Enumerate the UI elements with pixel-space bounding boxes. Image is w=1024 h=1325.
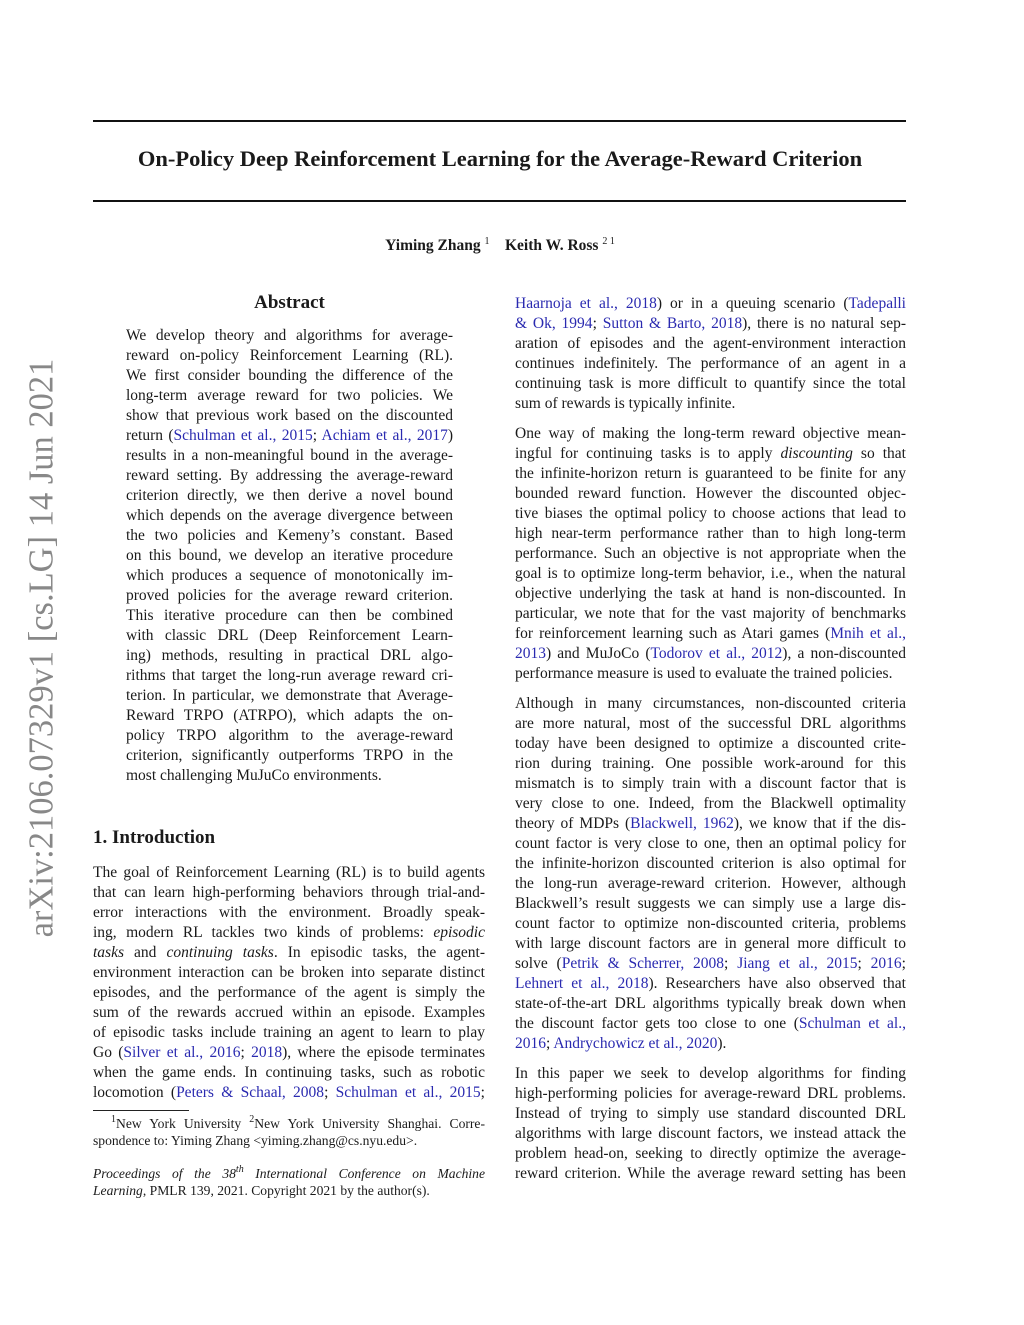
text-run: environment interaction can be broken into separate distinct — [93, 964, 485, 981]
text-run: with large discount factors are in general more difficult to — [515, 935, 906, 952]
citation-link[interactable]: 2013 — [515, 645, 546, 662]
text-line — [515, 854, 906, 874]
text-run: performance. Such an objective is not appropriate when the — [515, 545, 906, 562]
text-run: rion during training. One possible work-around for this — [515, 755, 906, 772]
text-run: ). — [717, 1035, 727, 1052]
text-line — [515, 1144, 906, 1164]
text-run: ingful for continuing tasks is to apply — [515, 445, 781, 462]
text-line — [126, 366, 453, 386]
text-run: with classic DRL (Deep Reinforcement Learn- — [126, 627, 453, 644]
text-line — [515, 564, 906, 584]
text-line — [515, 484, 906, 504]
text-run: problem head-on, seeking to directly optimize the average- — [515, 1145, 906, 1162]
text-line — [126, 666, 453, 686]
text-line — [515, 1124, 906, 1144]
citation-link[interactable]: Jiang et al., 2015 — [737, 955, 858, 972]
text-line — [515, 1164, 906, 1184]
italic-text: International Conference on Machine — [243, 1166, 486, 1181]
text-run: ; — [480, 1084, 485, 1101]
italic-text: discounting — [780, 445, 853, 462]
citation-link[interactable]: 2016 — [515, 1035, 546, 1052]
text-run: ; — [592, 315, 603, 332]
paragraph — [515, 294, 906, 414]
text-run: so that — [852, 445, 906, 462]
text-line — [126, 566, 453, 586]
paragraph — [93, 1165, 485, 1199]
text-run: Instead of trying to simply use standard discounted DRL — [515, 1105, 906, 1122]
text-run: ; — [724, 955, 738, 972]
text-run: are more natural, most of the successful DRL algorithms — [515, 715, 906, 732]
title-bottom-rule — [93, 200, 906, 202]
text-line — [93, 883, 485, 903]
text-line — [515, 734, 906, 754]
text-run: The goal of Reinforcement Learning (RL) is to build agents — [93, 864, 485, 881]
text-run: tive biases the optimal policy to choose actions that lead to — [515, 505, 906, 522]
citation-link[interactable]: Haarnoja et al., 2018 — [515, 295, 657, 312]
text-line — [126, 346, 453, 366]
superscript: 2 — [249, 1114, 255, 1125]
text-run: performance measure is used to evaluate the trained policies. — [515, 665, 893, 682]
text-run: long-term average reward for two policies. We — [126, 387, 453, 404]
text-run: ). Researchers have also observed that — [648, 975, 906, 992]
text-run: reward setting. By addressing the average-reward — [126, 467, 453, 484]
text-line — [126, 406, 453, 426]
text-line — [93, 863, 485, 883]
text-run: New York University — [116, 1116, 250, 1131]
text-run: One way of making the long-term reward objective mean- — [515, 425, 906, 442]
text-run: ; — [901, 955, 906, 972]
author-name: Yiming Zhang — [385, 237, 481, 255]
text-run: ) — [447, 427, 453, 444]
text-run: count factor to optimize non-discounted criteria, problems — [515, 915, 906, 932]
text-run: . In episodic tasks, the agent- — [273, 944, 485, 961]
text-run: locomotion ( — [93, 1084, 177, 1101]
text-run: continuing task is more difficult to quantify since the total — [515, 375, 906, 392]
text-run: high-performing policies for average-reward DRL problems. — [515, 1085, 906, 1102]
text-line — [126, 706, 453, 726]
text-run: reward on-policy Reinforcement Learning (RL). — [126, 347, 453, 364]
text-run: the long-run average-reward criterion. However, although — [515, 875, 906, 892]
text-run: theory of MDPs ( — [515, 815, 631, 832]
text-line — [515, 354, 906, 374]
text-run: ; — [857, 955, 871, 972]
text-run: most challenging MuJuCo environments. — [126, 767, 382, 784]
text-run: objective underlying the task at hand is non-discounted. In — [515, 585, 906, 602]
text-line — [515, 624, 906, 644]
text-line — [515, 894, 906, 914]
text-run: We first consider bounding the difference of the — [126, 367, 453, 384]
citation-link[interactable]: Schulman et al., 2015 — [173, 427, 313, 444]
text-line — [515, 444, 906, 464]
superscript: 1 — [111, 1114, 116, 1125]
italic-text: Proceedings of the 38 — [93, 1166, 236, 1181]
text-run: criterion directly, we then derive a novel bound — [126, 487, 453, 504]
text-line — [515, 374, 906, 394]
text-line — [126, 426, 453, 446]
citation-link[interactable]: Peters & Schaal, 2008 — [176, 1084, 325, 1101]
text-line — [515, 314, 906, 334]
text-line — [515, 584, 906, 604]
citation-link[interactable]: Schulman et al., — [798, 1015, 906, 1032]
paper-title: On-Policy Deep Reinforcement Learning for the Average-Reward Criterion — [137, 146, 863, 171]
text-line — [93, 983, 485, 1003]
text-run: ; — [312, 427, 322, 444]
text-run: and — [124, 944, 167, 961]
text-run: on this bound, we develop an iterative procedure — [126, 547, 453, 564]
italic-text: Learning — [93, 1183, 143, 1198]
text-line — [126, 586, 453, 606]
text-line — [515, 954, 906, 974]
text-line — [93, 923, 485, 943]
text-run: goal is to optimize long-term behavior, i.e., when the natural — [515, 565, 906, 582]
text-run: ; — [240, 1044, 252, 1061]
text-line — [515, 524, 906, 544]
text-line — [93, 1083, 485, 1103]
author-name: Keith W. Ross — [505, 237, 599, 255]
superscript: th — [235, 1164, 244, 1175]
text-line — [93, 1132, 485, 1149]
citation-link[interactable]: Tadepalli — [848, 295, 906, 312]
text-run: ), we know that if the dis- — [733, 815, 906, 832]
text-run: which depends on the average divergence between — [126, 507, 453, 524]
text-line — [515, 424, 906, 444]
right-column-body — [515, 294, 906, 1194]
text-line — [93, 963, 485, 983]
text-line — [515, 1084, 906, 1104]
citation-link[interactable]: Sutton & Barto, 2018 — [602, 315, 743, 332]
text-run: ), there is no natural sep- — [742, 315, 907, 332]
author-list — [0, 236, 1000, 255]
text-line — [515, 1104, 906, 1124]
text-line — [93, 1023, 485, 1043]
text-line — [126, 606, 453, 626]
text-line — [93, 1003, 485, 1023]
author-affiliation: 2 1 — [602, 236, 615, 247]
text-line — [126, 646, 453, 666]
text-run: return ( — [126, 427, 174, 444]
text-run: ), where the episode terminates — [282, 1044, 485, 1061]
text-line — [515, 294, 906, 314]
citation-link[interactable]: Schulman et al., 2015 — [335, 1084, 481, 1101]
text-line — [126, 506, 453, 526]
text-line — [515, 974, 906, 994]
text-run: ing) methods, resulting in practical DRL algo- — [126, 647, 453, 664]
text-line — [515, 714, 906, 734]
text-run: results in a non-meaningful bound in the average- — [126, 447, 453, 464]
text-run: today have been designed to optimize a discounted crite- — [515, 735, 906, 752]
text-run: for reinforcement learning such as Atari games ( — [515, 625, 831, 642]
text-run: bounded reward function. However the discounted objec- — [515, 485, 906, 502]
abstract-heading: Abstract — [254, 292, 325, 313]
citation-link[interactable]: Andrychowicz et al., 2020 — [553, 1035, 718, 1052]
text-line — [93, 1115, 485, 1132]
text-run: This iterative procedure can then be combined — [126, 607, 453, 624]
text-line — [126, 766, 453, 786]
text-run: sum of rewards is typically infinite. — [515, 395, 736, 412]
text-line — [93, 1182, 485, 1199]
text-run: episodes, and the performance of the agent is simply the — [93, 984, 485, 1001]
text-line — [515, 794, 906, 814]
text-line — [126, 326, 453, 346]
text-line — [515, 814, 906, 834]
paragraph — [93, 1115, 485, 1149]
text-run: We develop theory and algorithms for average- — [126, 327, 453, 344]
text-run: sum of the rewards accrued within an episode. Examples — [93, 1004, 485, 1021]
text-run: of episodic tasks include training an agent to learn to play — [93, 1024, 485, 1041]
text-run: high near-term performance rather than to high long-term — [515, 525, 906, 542]
paragraph — [515, 694, 906, 1054]
text-line — [126, 746, 453, 766]
footnotes — [93, 1115, 485, 1215]
text-run: ing, modern RL tackles two kinds of problems: — [93, 924, 434, 941]
citation-link[interactable]: 2018 — [251, 1044, 283, 1061]
text-line — [515, 1014, 906, 1034]
citation-link[interactable]: Lehnert et al., 2018 — [515, 975, 649, 992]
text-line — [126, 486, 453, 506]
text-run: the infinite-horizon discounted criterion is also optimal for — [515, 855, 906, 872]
section-heading-introduction: 1. Introduction — [93, 827, 216, 848]
text-run: the two policies and Kemeny’s constant. Based — [126, 527, 453, 544]
text-run: , PMLR 139, 2021. Copyright 2021 by the author(s). — [142, 1183, 430, 1198]
text-line — [126, 626, 453, 646]
text-run: Although in many circumstances, non-discounted criteria — [515, 695, 906, 712]
text-run: aration of episodes and the agent-environment interaction — [515, 335, 906, 352]
text-run: state-of-the-art DRL algorithms typically break down when — [515, 995, 906, 1012]
citation-link[interactable]: & Ok, 1994 — [515, 315, 593, 332]
citation-link[interactable]: Mnih et al., — [830, 625, 906, 642]
text-line — [515, 394, 906, 414]
text-run: policy TRPO algorithm to the average-reward — [126, 727, 453, 744]
text-run: ) and MuJoCo ( — [546, 645, 651, 662]
author-affiliation: 1 — [484, 236, 490, 247]
text-run: spondence to: Yiming Zhang <yiming.zhang@cs.nyu.edu>. — [93, 1133, 418, 1148]
text-line — [93, 1063, 485, 1083]
text-line — [515, 934, 906, 954]
citation-link[interactable]: Achiam et al., 2017 — [321, 427, 448, 444]
text-run: criterion, significantly outperforms TRPO in the — [126, 747, 453, 764]
text-line — [515, 834, 906, 854]
text-run: Blackwell’s result suggests we can simply use a large dis- — [515, 895, 906, 912]
text-line — [126, 386, 453, 406]
text-line — [126, 546, 453, 566]
text-line — [515, 694, 906, 714]
citation-link[interactable]: Petrik & Scherrer, 2008 — [561, 955, 725, 972]
text-run: particular, we note that for the vast majority of benchmarks — [515, 605, 906, 622]
text-line — [515, 604, 906, 624]
abstract-body — [126, 326, 453, 796]
text-run: continues indefinitely. The performance of an agent in a — [515, 355, 906, 372]
text-run: ), a non-discounted — [782, 645, 907, 662]
text-run: In this paper we seek to develop algorithms for finding — [515, 1065, 906, 1082]
text-run: reward criterion. While the average reward setting has been — [515, 1165, 906, 1182]
text-run: the discount factor gets too close to one ( — [515, 1015, 799, 1032]
text-run: count factor is very close to one, then an optimal policy for — [515, 835, 906, 852]
text-run: ) or in a queuing scenario ( — [656, 295, 849, 312]
text-line — [93, 943, 485, 963]
italic-text: continuing tasks — [166, 944, 274, 961]
paragraph — [515, 424, 906, 684]
text-line — [93, 1043, 485, 1063]
citation-link[interactable]: 2016 — [870, 955, 902, 972]
text-run: ; — [546, 1035, 554, 1052]
text-run: Go ( — [93, 1044, 124, 1061]
text-line — [93, 1165, 485, 1182]
citation-link[interactable]: Todorov et al., 2012 — [650, 645, 783, 662]
text-line — [515, 334, 906, 354]
italic-text: episodic — [433, 924, 485, 941]
text-run: error interactions with the environment. Broadly speak- — [93, 904, 485, 921]
text-run: Reward TRPO (ATRPO), which adapts the on- — [126, 707, 453, 724]
text-line — [93, 903, 485, 923]
text-run: ; — [324, 1084, 336, 1101]
introduction-body — [93, 863, 485, 1113]
citation-link[interactable]: Silver et al., 2016 — [123, 1044, 241, 1061]
text-run: when the game ends. In continuing tasks, such as robotic — [93, 1064, 485, 1081]
paragraph — [93, 863, 485, 1103]
text-run: terion. In particular, we demonstrate that Average- — [126, 687, 453, 704]
text-run: New York University Shanghai. Corre- — [254, 1116, 485, 1131]
text-line — [126, 686, 453, 706]
text-line — [515, 464, 906, 484]
paragraph — [126, 326, 453, 786]
text-run: mismatch is to simply train with a discount factor that is — [515, 775, 906, 792]
text-run: the infinite-horizon return is guaranteed to be finite for any — [515, 465, 906, 482]
text-line — [515, 504, 906, 524]
text-run: algorithms with large discount factors, we instead attack the — [515, 1125, 906, 1142]
text-run: that can learn high-performing behaviors through trial-and- — [93, 884, 485, 901]
italic-text: tasks — [93, 944, 124, 961]
text-line — [515, 664, 906, 684]
text-run: proved policies for the average reward criterion. — [126, 587, 453, 604]
text-run: rithms that target the long-run average reward cri- — [126, 667, 453, 684]
text-line — [515, 994, 906, 1014]
text-line — [515, 544, 906, 564]
arxiv-stamp: arXiv:2106.07329v1 [cs.LG] 14 Jun 2021 — [22, 358, 61, 938]
text-run: very close to one. Indeed, from the Blackwell optimality — [515, 795, 906, 812]
top-rule — [93, 120, 906, 122]
text-line — [515, 1034, 906, 1054]
text-run: show that previous work based on the discounted — [126, 407, 453, 424]
footnote-rule — [93, 1110, 189, 1111]
text-run: which produces a sequence of monotonically im- — [126, 567, 453, 584]
text-line — [515, 914, 906, 934]
text-line — [515, 1064, 906, 1084]
paragraph — [515, 1064, 906, 1184]
text-run: solve ( — [515, 955, 562, 972]
text-line — [126, 526, 453, 546]
text-line — [515, 774, 906, 794]
text-line — [126, 446, 453, 466]
text-line — [515, 644, 906, 664]
text-line — [126, 726, 453, 746]
text-line — [515, 874, 906, 894]
text-line — [515, 754, 906, 774]
citation-link[interactable]: Blackwell, 1962 — [630, 815, 734, 832]
text-line — [126, 466, 453, 486]
